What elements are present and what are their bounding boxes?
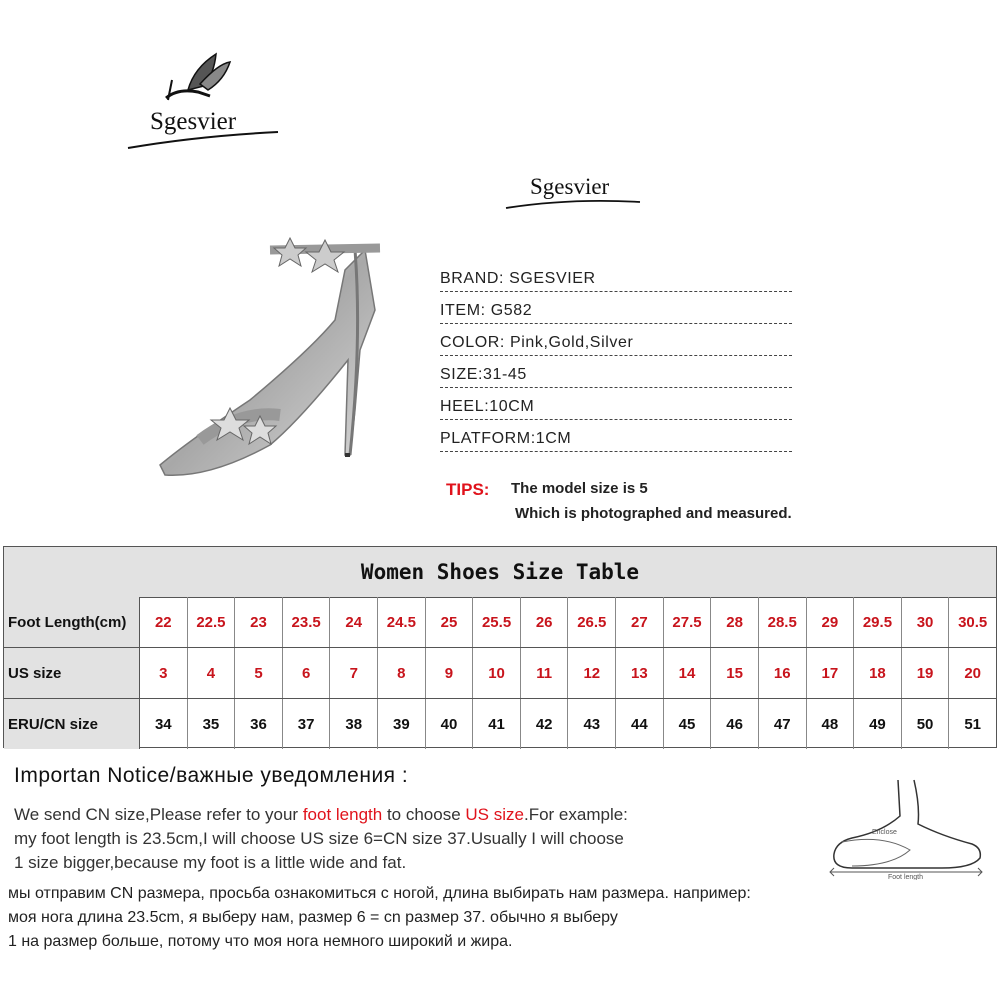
size-table-title: Women Shoes Size Table — [4, 547, 996, 598]
table-cell: 17 — [807, 648, 855, 698]
table-cell: 28.5 — [759, 597, 807, 647]
table-cell: 7 — [330, 648, 378, 698]
table-cell: 24 — [330, 597, 378, 647]
table-row-eu-cn-size — [4, 699, 996, 749]
table-cell: 44 — [616, 699, 664, 749]
table-cell: 20 — [964, 664, 981, 682]
table-cell: 42 — [521, 699, 569, 749]
table-cell: 26.5 — [568, 597, 616, 647]
table-cell: 14 — [664, 648, 712, 698]
info-platform: PLATFORM:1CM — [440, 430, 792, 454]
table-cell: 36 — [235, 699, 283, 749]
table-cell: 5 — [235, 648, 283, 698]
notice-en-line-1: We send CN size,Please refer to your foot length to choose US size.For example: — [14, 805, 628, 824]
info-color: COLOR: Pink,Gold,Silver — [440, 334, 792, 358]
table-cell: 27.5 — [664, 597, 712, 647]
notice-en-line-3: 1 size bigger,because my foot is a little wide and fat. — [14, 853, 407, 872]
table-cell: 27 — [616, 597, 664, 647]
table-cell: 10 — [473, 648, 521, 698]
row-header: ERU/CN size — [4, 699, 140, 749]
table-cell: 22.5 — [188, 597, 236, 647]
row-header: Foot Length(cm) — [4, 597, 140, 647]
table-cell: 23 — [235, 597, 283, 647]
tips-label: TIPS: — [446, 480, 490, 499]
info-brand: BRAND: SGESVIER — [440, 270, 792, 294]
table-cell: 47 — [759, 699, 807, 749]
table-cell: 39 — [378, 699, 426, 749]
sandal-icon — [150, 230, 410, 480]
table-cell: 48 — [807, 699, 855, 749]
tips — [446, 480, 792, 522]
brand-logo-small — [500, 168, 650, 218]
table-row-foot-length — [4, 597, 996, 648]
size-table — [3, 546, 997, 748]
foot-length-label: Foot length — [888, 874, 924, 880]
table-cell: 11 — [521, 648, 569, 698]
table-cell: 37 — [283, 699, 331, 749]
table-cell: 45 — [664, 699, 712, 749]
table-cell: 19 — [902, 648, 950, 698]
table-cell: 15 — [711, 648, 759, 698]
table-cell: 25.5 — [473, 597, 521, 647]
notice-ru-line-1: мы отправим CN размера, просьба ознакомиться с ногой, длина выбирать нам размера. например: — [8, 885, 751, 902]
table-cell: 23.5 — [283, 597, 331, 647]
foot-icon — [822, 776, 990, 880]
table-cell: 35 — [188, 699, 236, 749]
notice-ru-line-3: 1 на размер больше, потому что моя нога немного широкий и жира. — [8, 933, 513, 950]
table-cell: 43 — [568, 699, 616, 749]
table-cell: 25 — [426, 597, 474, 647]
table-cell: 9 — [426, 648, 474, 698]
table-cell: 38 — [330, 699, 378, 749]
table-cell: 46 — [711, 699, 759, 749]
foot-measure-diagram — [822, 776, 990, 880]
notice-en-line-2: my foot length is 23.5cm,I will choose US size 6=CN size 37.Usually I will choose — [14, 829, 624, 848]
info-size: SIZE:31-45 — [440, 366, 792, 390]
table-row-us-size — [4, 648, 996, 699]
brand-name-small: Sgesvier — [530, 174, 610, 199]
table-cell: 24.5 — [378, 597, 426, 647]
butterfly-heel-icon — [118, 40, 288, 160]
table-cell: 13 — [616, 648, 664, 698]
table-cell: 16 — [759, 648, 807, 698]
info-item: ITEM: G582 — [440, 302, 792, 326]
table-cell: 34 — [140, 699, 188, 749]
table-cell: 50 — [902, 699, 950, 749]
table-cell: 22 — [140, 597, 188, 647]
notice-title: Importan Notice/важные уведомления : — [14, 764, 409, 787]
table-cell: 40 — [426, 699, 474, 749]
table-cell: 30 — [902, 597, 950, 647]
table-cell: 12 — [568, 648, 616, 698]
info-heel: HEEL:10CM — [440, 398, 792, 422]
table-cell: 28 — [711, 597, 759, 647]
tips-line-1: The model size is 5 — [511, 480, 648, 497]
notice-ru-line-2: моя нога длина 23.5cm, я выберу нам, размер 6 = cn размер 37. обычно я выберу — [8, 909, 618, 926]
table-cell: 29.5 — [854, 597, 902, 647]
table-cell: 18 — [854, 648, 902, 698]
table-cell: 8 — [378, 648, 426, 698]
enclose-label: Enclose — [872, 829, 897, 836]
brand-name: Sgesvier — [150, 108, 237, 135]
table-cell: 29 — [807, 597, 855, 647]
table-cell: 3 — [140, 648, 188, 698]
brand-logo — [118, 40, 288, 160]
table-cell: 49 — [854, 699, 902, 749]
table-cell: 6 — [283, 648, 331, 698]
table-cell: 4 — [188, 648, 236, 698]
row-header: US size — [4, 648, 140, 698]
table-cell: 30.5 — [958, 613, 988, 631]
table-cell: 26 — [521, 597, 569, 647]
table-cell: 41 — [473, 699, 521, 749]
product-image — [150, 230, 410, 480]
table-cell: 51 — [964, 715, 981, 733]
tips-line-2: Which is photographed and measured. — [515, 505, 792, 522]
